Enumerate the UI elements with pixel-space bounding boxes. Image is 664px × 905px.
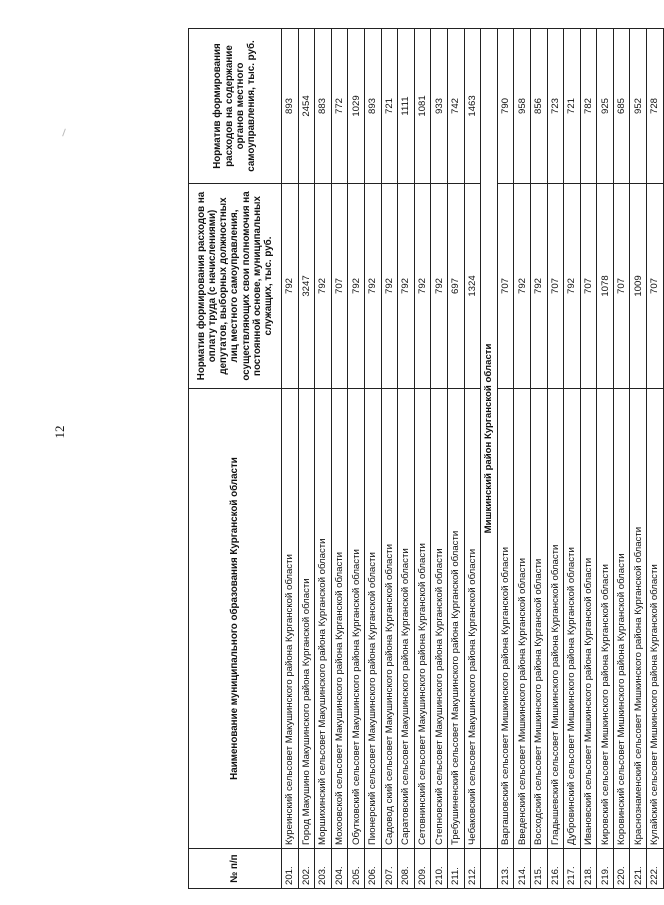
row-name: Садовод ский сельсовет Макушинского района Курганской области <box>381 389 398 849</box>
row-maintenance-norm: 958 <box>514 29 531 184</box>
table-row <box>381 29 398 889</box>
row-name: Куреинский сельсовет Макушинского района Курганской области <box>282 389 299 849</box>
row-name: Ивановский сельсовет Мишкинского района Курганской области <box>580 389 597 849</box>
row-num: 201. <box>282 849 299 889</box>
row-salary-norm: 1324 <box>464 184 481 389</box>
row-maintenance-norm: 721 <box>564 29 581 184</box>
row-num: 206. <box>364 849 381 889</box>
row-maintenance-norm: 856 <box>530 29 547 184</box>
row-num: 220. <box>613 849 630 889</box>
row-name: Восходский сельсовет Мишкинского района Курганской области <box>530 389 547 849</box>
table-row <box>298 29 315 889</box>
table-row <box>530 29 547 889</box>
row-name: Коровинский сельсовет Мишкинского района Курганской области <box>613 389 630 849</box>
row-salary-norm: 707 <box>497 184 514 389</box>
table-row <box>464 29 481 889</box>
rotated-table-wrapper <box>188 29 661 889</box>
table-row <box>431 29 448 889</box>
table-row <box>497 29 514 889</box>
row-num: 203. <box>315 849 332 889</box>
table-row <box>398 29 415 889</box>
section-row <box>481 29 498 889</box>
row-maintenance-norm: 782 <box>580 29 597 184</box>
row-salary-norm: 792 <box>315 184 332 389</box>
row-name: Дубровинский сельсовет Мишкинского района Курганской области <box>564 389 581 849</box>
table-row <box>282 29 299 889</box>
table-row <box>580 29 597 889</box>
row-maintenance-norm: 742 <box>447 29 464 184</box>
section-num-cell <box>481 849 498 889</box>
header-salary-norm: Норматив формирования расходов на оплату труда (с начислениями) депутатов, выборных должностных лиц местного самоуправления, осуществляющих свои полномочия на постоянной основе, муниципальных служащих, тыс. руб. <box>189 184 282 389</box>
row-name: Краснознаменский сельсовет Мишкинского района Курганской области <box>630 389 647 849</box>
row-maintenance-norm: 952 <box>630 29 647 184</box>
row-num: 205. <box>348 849 365 889</box>
row-num: 213. <box>497 849 514 889</box>
table-row <box>564 29 581 889</box>
row-name: Требушиненский сельсовет Макушинского района Курганской области <box>447 389 464 849</box>
row-salary-norm: 707 <box>580 184 597 389</box>
table-row <box>348 29 365 889</box>
row-maintenance-norm: 790 <box>497 29 514 184</box>
table-row <box>597 29 614 889</box>
table-row <box>647 29 664 889</box>
row-name: Кировский сельсовет Мишкинского района Курганской области <box>597 389 614 849</box>
row-maintenance-norm: 893 <box>364 29 381 184</box>
row-maintenance-norm: 1111 <box>398 29 415 184</box>
row-salary-norm: 792 <box>364 184 381 389</box>
row-maintenance-norm: 925 <box>597 29 614 184</box>
row-num: 222. <box>647 849 664 889</box>
row-num: 211. <box>447 849 464 889</box>
row-salary-norm: 792 <box>414 184 431 389</box>
page-number: 12 <box>52 425 67 439</box>
row-num: 217. <box>564 849 581 889</box>
row-num: 207. <box>381 849 398 889</box>
table-row <box>414 29 431 889</box>
row-maintenance-norm: 728 <box>647 29 664 184</box>
row-num: 210. <box>431 849 448 889</box>
row-salary-norm: 707 <box>647 184 664 389</box>
table-row <box>315 29 332 889</box>
row-maintenance-norm: 723 <box>547 29 564 184</box>
row-maintenance-norm: 1463 <box>464 29 481 184</box>
header-name: Наименование муниципального образования Курганской области <box>189 389 282 849</box>
row-salary-norm: 792 <box>514 184 531 389</box>
row-num: 209. <box>414 849 431 889</box>
table-row <box>613 29 630 889</box>
row-salary-norm: 792 <box>348 184 365 389</box>
row-name: Гладышевский сельсовет Мишкинского района Курганской области <box>547 389 564 849</box>
row-num: 214. <box>514 849 531 889</box>
row-maintenance-norm: 933 <box>431 29 448 184</box>
row-salary-norm: 792 <box>530 184 547 389</box>
row-name: Сетовнинский сельсовет Макушинского района Курганской области <box>414 389 431 849</box>
table-row <box>364 29 381 889</box>
row-num: 202. <box>298 849 315 889</box>
row-name: Варгашовский сельсовет Мишкинского района Курганской области <box>497 389 514 849</box>
section-title: Мишкинский район Курганской области <box>481 29 498 849</box>
row-name: Мохоовской сельсовет Макушинского района Курганской области <box>331 389 348 849</box>
table-header-row <box>189 29 282 889</box>
row-salary-norm: 792 <box>282 184 299 389</box>
row-num: 221. <box>630 849 647 889</box>
row-name: Кулайский сельсовет Мишкинского района Курганской области <box>647 389 664 849</box>
row-maintenance-norm: 893 <box>282 29 299 184</box>
table-row <box>514 29 531 889</box>
row-name: Пионерский сельсовет Макушинского района Курганской области <box>364 389 381 849</box>
header-maintenance-norm: Норматив формирования расходов на содержание органов местного самоуправления, тыс. руб. <box>189 29 282 184</box>
row-salary-norm: 792 <box>564 184 581 389</box>
row-name: Саратовский сельсовет Макушинского района Курганской области <box>398 389 415 849</box>
row-maintenance-norm: 1029 <box>348 29 365 184</box>
row-salary-norm: 697 <box>447 184 464 389</box>
row-salary-norm: 707 <box>547 184 564 389</box>
header-num: № п/п <box>189 849 282 889</box>
municipal-norms-table <box>188 28 664 889</box>
row-num: 204. <box>331 849 348 889</box>
row-maintenance-norm: 721 <box>381 29 398 184</box>
table-row <box>447 29 464 889</box>
row-salary-norm: 1009 <box>630 184 647 389</box>
row-name: Обутковский сельсовет Макушинского района Курганской области <box>348 389 365 849</box>
row-num: 216. <box>547 849 564 889</box>
row-name: Город Макушино Макушинского района Курганской области <box>298 389 315 849</box>
row-maintenance-norm: 1081 <box>414 29 431 184</box>
scan-mark <box>62 129 66 137</box>
row-name: Введенский сельсовет Мишкинского района Курганской области <box>514 389 531 849</box>
row-num: 208. <box>398 849 415 889</box>
row-salary-norm: 792 <box>381 184 398 389</box>
row-num: 215. <box>530 849 547 889</box>
row-salary-norm: 1078 <box>597 184 614 389</box>
row-num: 212. <box>464 849 481 889</box>
table-row <box>630 29 647 889</box>
row-salary-norm: 707 <box>613 184 630 389</box>
row-name: Моршихинский сельсовет Макушинского района Курганской области <box>315 389 332 849</box>
row-salary-norm: 792 <box>398 184 415 389</box>
row-maintenance-norm: 883 <box>315 29 332 184</box>
row-salary-norm: 792 <box>431 184 448 389</box>
row-salary-norm: 3247 <box>298 184 315 389</box>
row-num: 219. <box>597 849 614 889</box>
row-maintenance-norm: 685 <box>613 29 630 184</box>
row-maintenance-norm: 772 <box>331 29 348 184</box>
row-maintenance-norm: 2454 <box>298 29 315 184</box>
table-row <box>331 29 348 889</box>
table-row <box>547 29 564 889</box>
row-salary-norm: 707 <box>331 184 348 389</box>
row-name: Степновский сельсовет Макушинского района Курганской области <box>431 389 448 849</box>
row-num: 218. <box>580 849 597 889</box>
row-name: Чебаковский сельсовет Макушинского района Курганской области <box>464 389 481 849</box>
